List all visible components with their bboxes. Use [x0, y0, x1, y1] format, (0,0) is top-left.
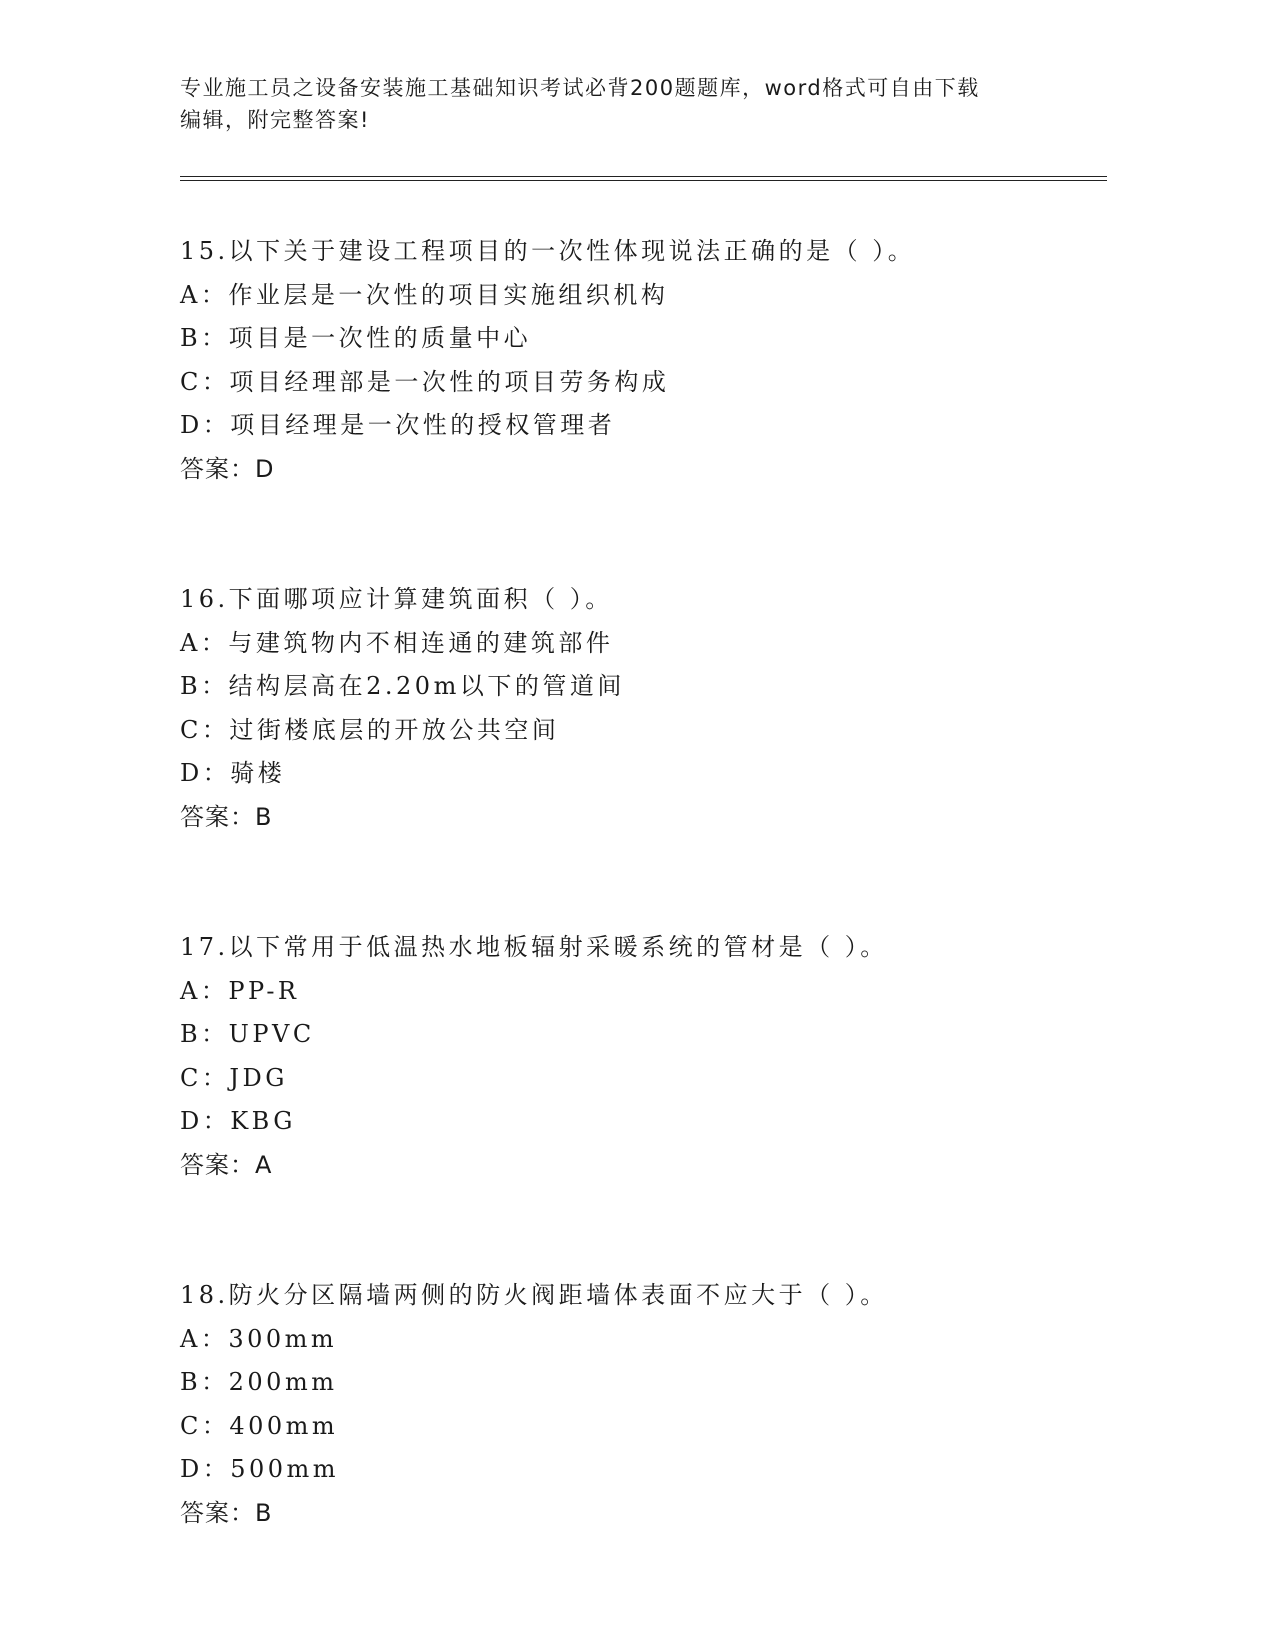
option-c: C：项目经理部是一次性的项目劳务构成 [180, 367, 670, 396]
question-stem: 16.下面哪项应计算建筑面积（ ）。 [180, 585, 613, 613]
question-stem: 18.防火分区隔墙两侧的防火阀距墙体表面不应大于（ ）。 [180, 1281, 888, 1309]
question-17 [180, 926, 1120, 1187]
option-c: C：400mm [180, 1411, 339, 1440]
question-16 [180, 578, 1120, 839]
option-d: D：500mm [180, 1455, 340, 1483]
header-line-1: 专业施工员之设备安装施工基础知识考试必背200题题库，word格式可自由下载 [180, 76, 980, 100]
header-line-2: 编辑，附完整答案! [180, 108, 370, 132]
header-divider [180, 176, 1107, 181]
question-spacer [180, 839, 1120, 926]
option-c: C：JDG [180, 1063, 288, 1092]
option-a: A：PP-R [180, 976, 300, 1005]
question-18 [180, 1274, 1120, 1535]
answer-line: 答案：B [180, 1498, 273, 1527]
question-stem: 15.以下关于建设工程项目的一次性体现说法正确的是（ ）。 [180, 237, 916, 265]
answer-line: 答案：D [180, 454, 275, 483]
question-15 [180, 230, 1120, 491]
option-d: D：项目经理是一次性的授权管理者 [180, 411, 616, 439]
question-stem: 17.以下常用于低温热水地板辐射采暖系统的管材是（ ）。 [180, 933, 888, 961]
question-list [180, 230, 1120, 1535]
option-b: B：200mm [180, 1368, 338, 1396]
answer-line: 答案：A [180, 1150, 273, 1179]
option-b: B：UPVC [180, 1020, 315, 1048]
option-a: A：作业层是一次性的项目实施组织机构 [180, 280, 669, 309]
option-b: B：结构层高在2.20m以下的管道间 [180, 672, 625, 700]
question-spacer [180, 491, 1120, 578]
document-header [180, 72, 1060, 136]
question-spacer [180, 1187, 1120, 1274]
option-d: D：KBG [180, 1107, 296, 1135]
option-a: A：与建筑物内不相连通的建筑部件 [180, 628, 614, 657]
option-c: C：过街楼底层的开放公共空间 [180, 715, 560, 744]
option-d: D：骑楼 [180, 759, 286, 787]
option-b: B：项目是一次性的质量中心 [180, 324, 532, 352]
answer-line: 答案：B [180, 802, 273, 831]
option-a: A：300mm [180, 1324, 338, 1353]
